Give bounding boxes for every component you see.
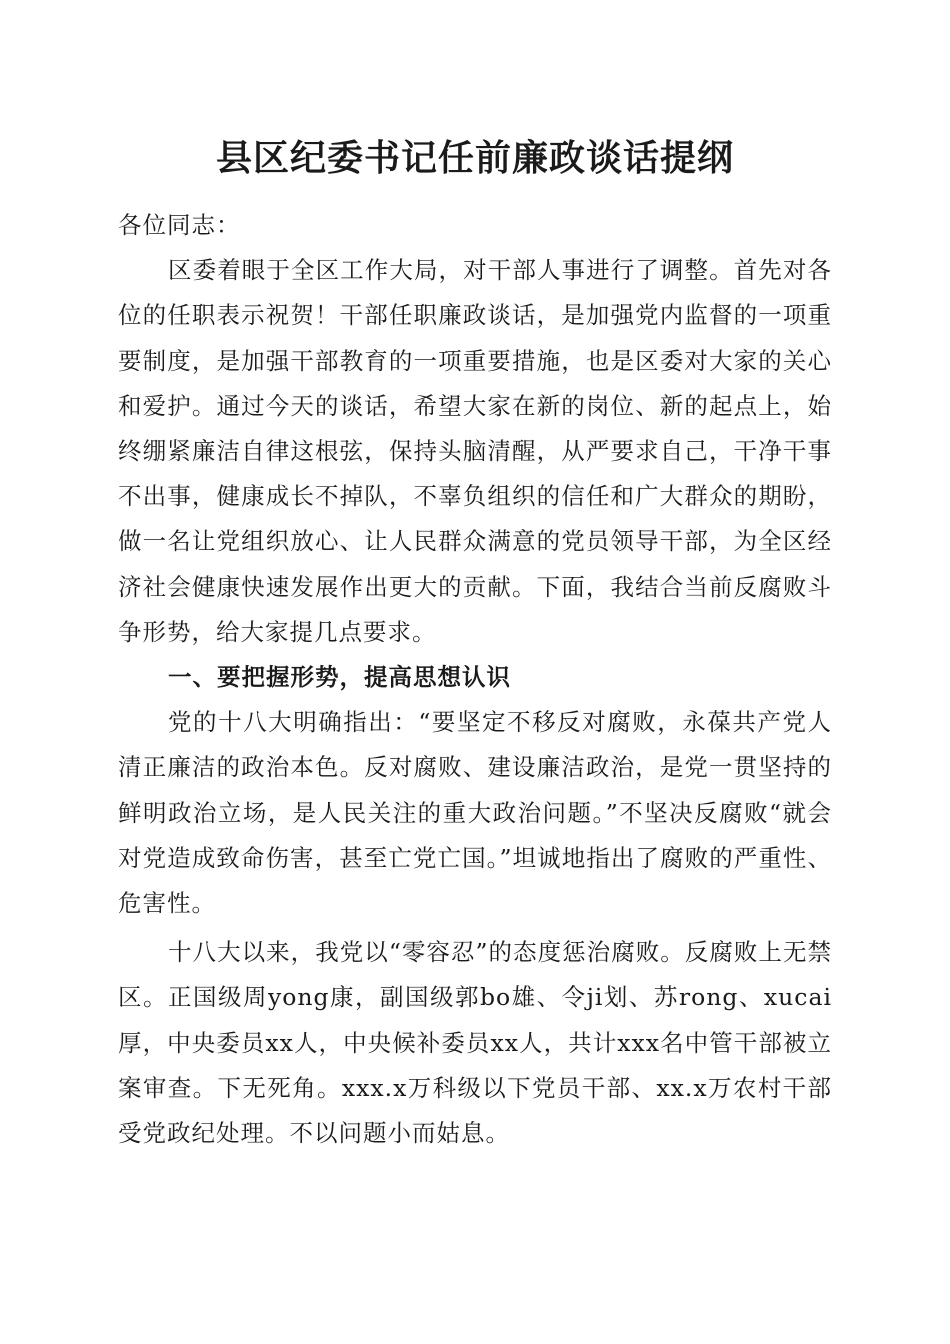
paragraph-body: 十八大以来，我党以“零容忍”的态度惩治腐败。反腐败上无禁区。正国级周yong康，副国级郭bo雄、令ji划、苏rong、xucai厚，中央委员xx人，中央候补委员xx人，共计xxx名中管干部被立案审查。下无死角。xxx.x万科级以下党员干部、xx.x万农村干部受党政纪处理。不以问题小而姑息。 <box>118 938 832 1148</box>
paragraph-body: 党的十八大明确指出：“要坚定不移反对腐败，永葆共产党人清正廉洁的政治本色。反对腐败、建设廉洁政治，是党一贯坚持的鲜明政治立场，是人民关注的重大政治问题。”不坚决反腐败“就会对党造成致命伤害，甚至亡党亡国。”坦诚地指出了腐败的严重性、危害性。 <box>118 708 832 918</box>
document-title: 县区纪委书记任前廉政谈话提纲 <box>215 137 734 179</box>
paragraph-intro: 区委着眼于全区工作大局，对干部人事进行了调整。首先对各位的任职表示祝贺！干部任职廉政谈话，是加强党内监督的一项重要制度，是加强干部教育的一项重要措施，也是区委对大家的关心和爱护。通过今天的谈话，希望大家在新的岗位、新的起点上，始终绷紧廉洁自律这根弦，保持头脑清醒，从严要求自己，干净干事不出事，健康成长不掉队，不辜负组织的信任和广大群众的期盼，做一名让党组织放心、让人民群众满意的党员领导干部，为全区经济社会健康快速发展作出更大的贡献。下面，我结合当前反腐败斗争形势，给大家提几点要求。 <box>118 256 832 646</box>
salutation: 各位同志： <box>118 211 241 239</box>
section-heading: 一、要把握形势，提高思想认识 <box>168 663 511 692</box>
document-body <box>118 203 832 1156</box>
